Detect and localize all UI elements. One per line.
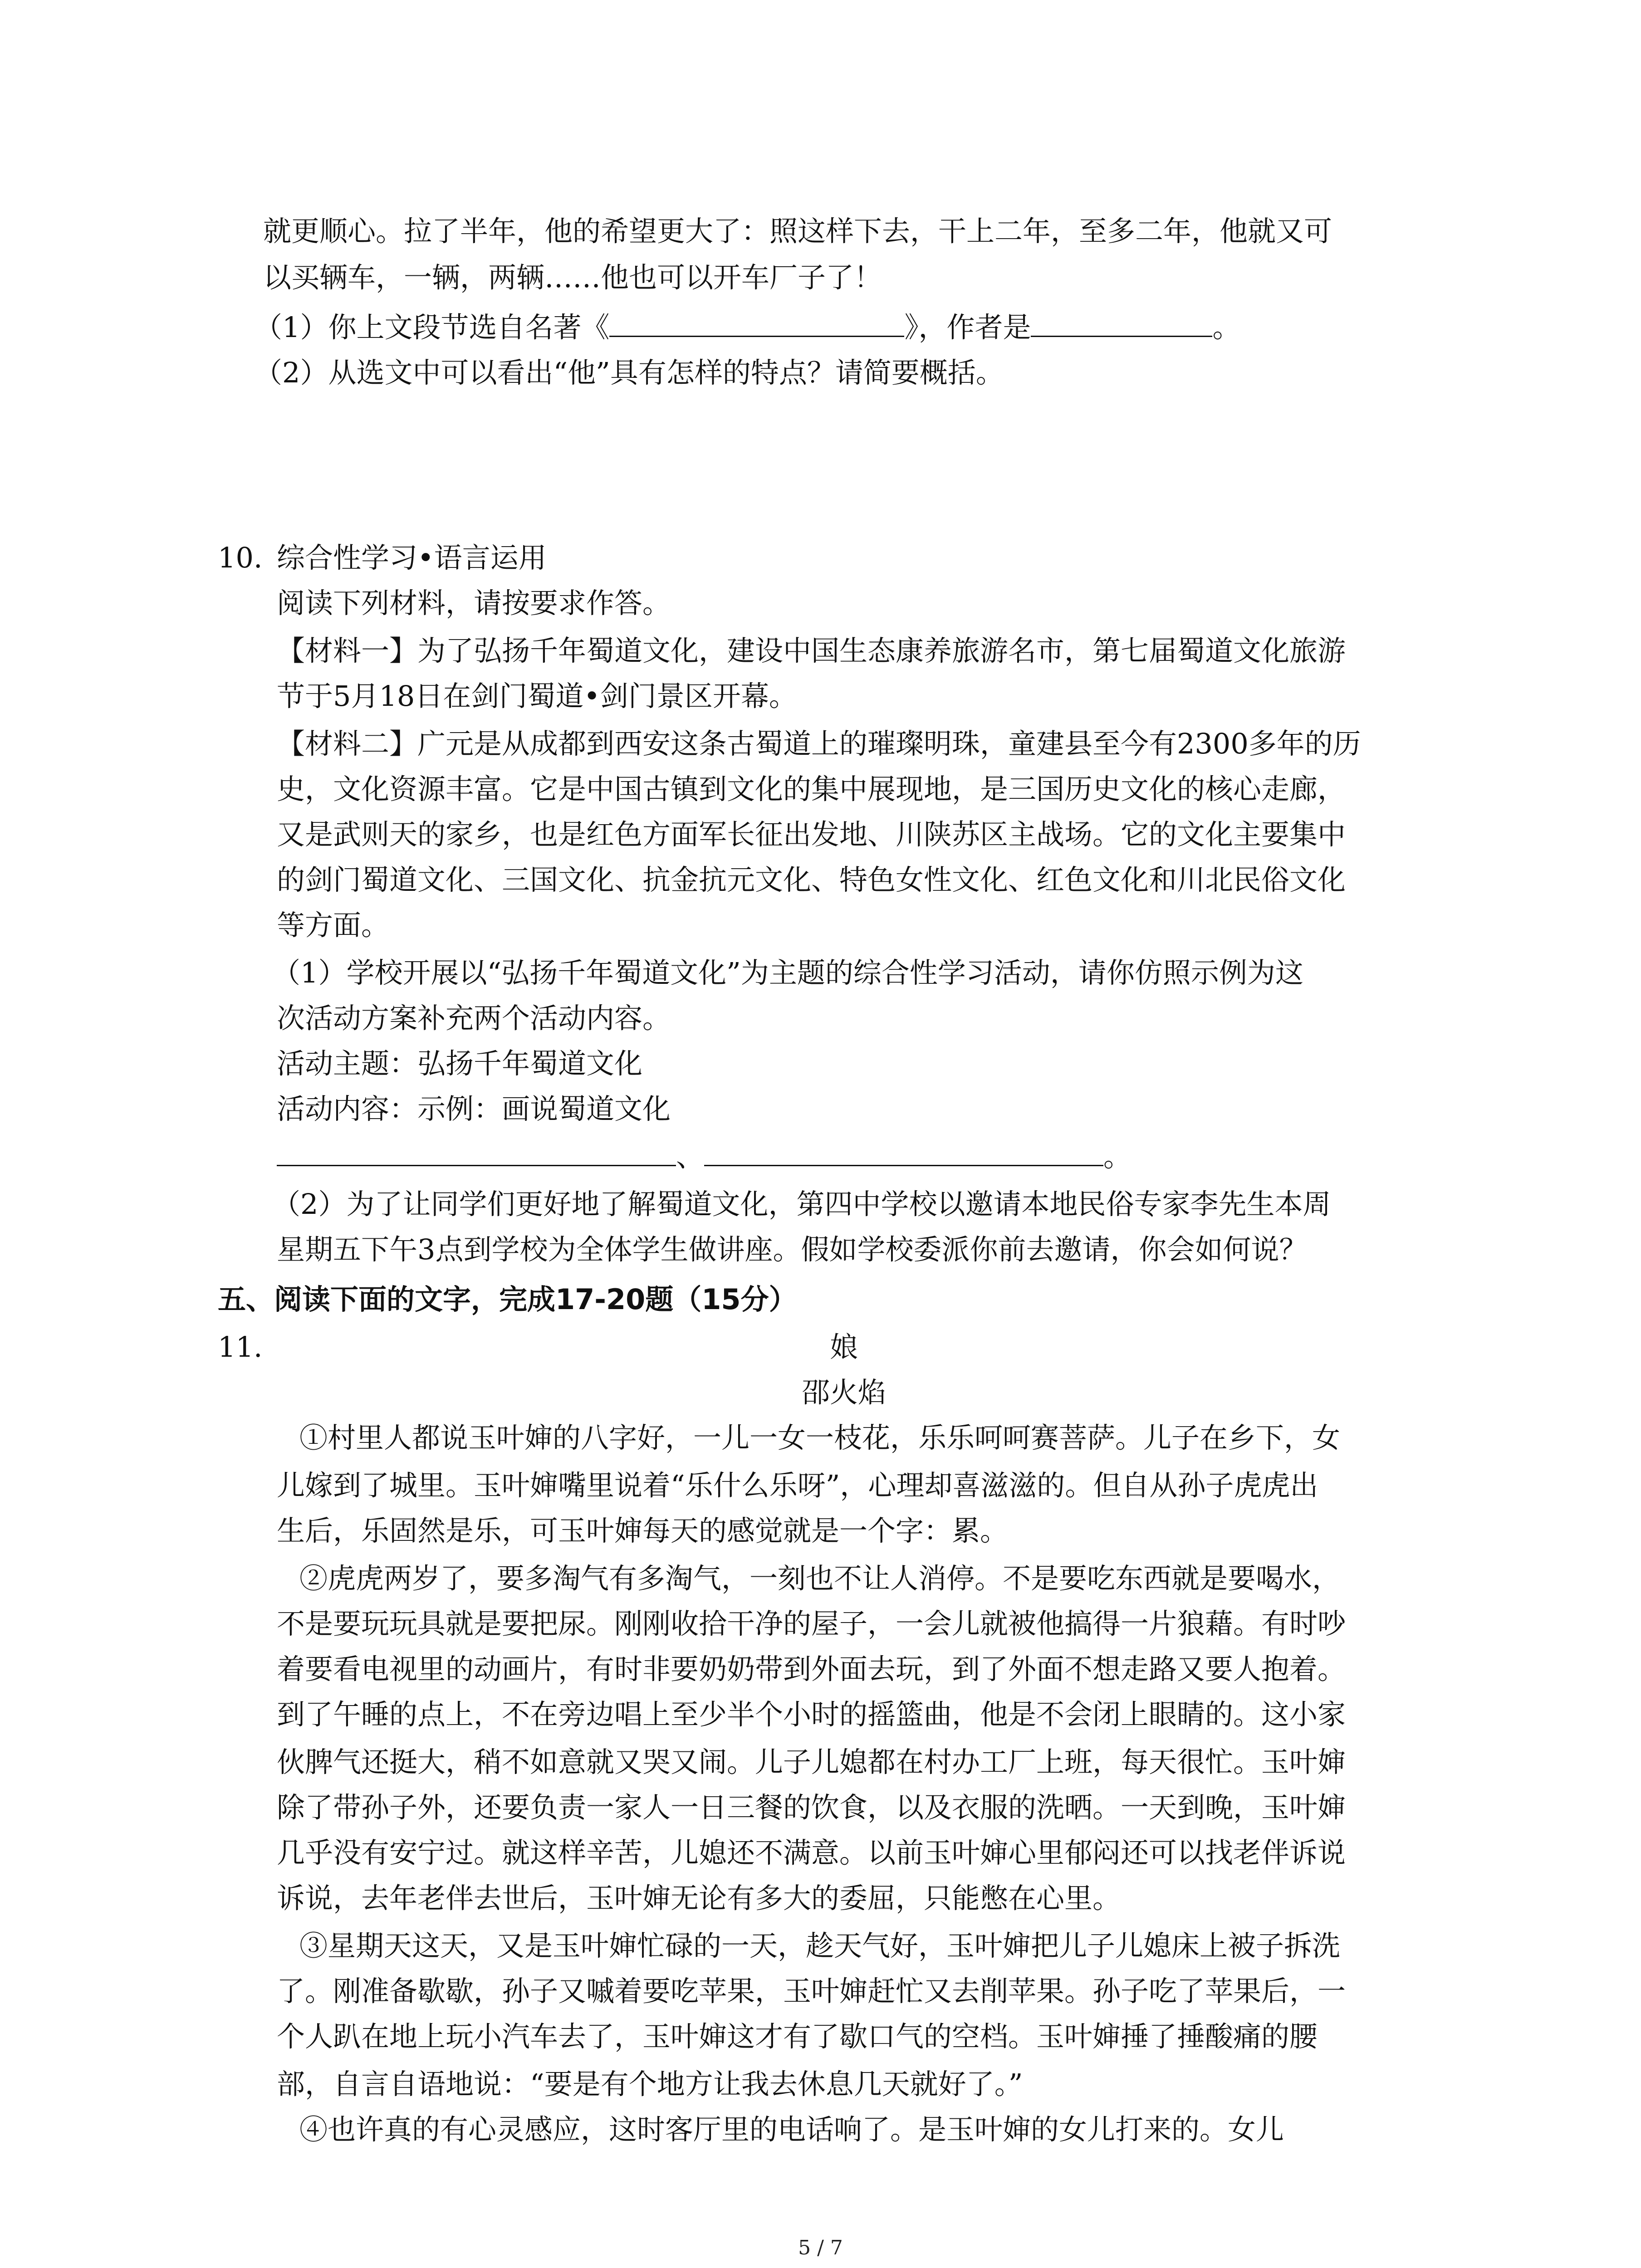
q10-title: 综合性学习•语言运用 xyxy=(277,541,547,574)
q9-sub1: （1）你上文段节选自名著《 》，作者是 。 xyxy=(254,305,1240,350)
story-line: 到了午睡的点上，不在旁边唱上至少半个小时的摇篮曲，他是不会闭上眼睛的。这小家 xyxy=(277,1698,1346,1731)
material-line: 又是武则天的家乡，也是红色方面军长征出发地、川陕苏区主战场。它的文化主要集中 xyxy=(277,818,1346,851)
title-answer-blank[interactable] xyxy=(609,308,904,337)
story-line: 伙脾气还挺大，稍不如意就又哭又闹。儿子儿媳都在村办工厂上班，每天很忙。玉叶婶 xyxy=(277,1745,1346,1779)
story-line: 除了带孙子外，还要负责一家人一日三餐的饮食，以及衣服的洗晒。一天到晚，玉叶婶 xyxy=(277,1791,1346,1824)
material-line: 史，文化资源丰富。它是中国古镇到文化的集中展现地，是三国历史文化的核心走廊， xyxy=(277,772,1346,806)
story-line: ①村里人都说玉叶婶的八字好，一儿一女一枝花，乐乐呵呵赛菩萨。儿子在乡下，女 xyxy=(299,1421,1341,1454)
material-line: 等方面。 xyxy=(277,909,390,942)
material-line: 的剑门蜀道文化、三国文化、抗金抗元文化、特色女性文化、红色文化和川北民俗文化 xyxy=(277,863,1346,896)
q9-sub2: （2）从选文中可以看出“他”具有怎样的特点？请简要概括。 xyxy=(254,356,1004,389)
story-title: 娘 xyxy=(829,1330,858,1364)
q10-instruction: 阅读下列材料，请按要求作答。 xyxy=(277,587,671,620)
story-author: 邵火焰 xyxy=(801,1376,886,1409)
story-line: ④也许真的有心灵感应，这时客厅里的电话响了。是玉叶婶的女儿打来的。女儿 xyxy=(299,2113,1284,2146)
activity-answer-blank-1[interactable] xyxy=(277,1137,676,1166)
activity-answer-blank-2[interactable] xyxy=(704,1137,1103,1166)
story-line: ③星期天这天，又是玉叶婶忙碌的一天，趁天气好，玉叶婶把儿子儿媳床上被子拆洗 xyxy=(299,1929,1341,1962)
q11-number: 11. xyxy=(218,1330,263,1364)
passage-line: 以买辆车，一辆，两辆……他也可以开车厂子了！ xyxy=(263,261,882,294)
q10-sub1-line: （1）学校开展以“弘扬千年蜀道文化”为主题的综合性学习活动，请你仿照示例为这 xyxy=(272,956,1303,989)
story-line: 生后，乐固然是乐，可玉叶婶每天的感觉就是一个字：累。 xyxy=(277,1514,1009,1547)
story-line: 部，自言自语地说：“要是有个地方让我去休息几天就好了。” xyxy=(277,2068,1023,2101)
section-heading: 五、阅读下面的文字，完成17-20题（15分） xyxy=(218,1283,797,1316)
q10-sub2-line: 星期五下午3点到学校为全体学生做讲座。假如学校委派你前去邀请，你会如何说？ xyxy=(277,1233,1308,1266)
story-line: 个人趴在地上玩小汽车去了，玉叶婶这才有了歇口气的空档。玉叶婶捶了捶酸痛的腰 xyxy=(277,2020,1318,2053)
material-line: 【材料一】为了弘扬千年蜀道文化，建设中国生态康养旅游名市，第七届蜀道文化旅游 xyxy=(277,634,1346,667)
q10-sub1-line: 次活动方案补充两个活动内容。 xyxy=(277,1002,671,1035)
material-line: 【材料二】广元是从成都到西安这条古蜀道上的璀璨明珠，童建县至今有2300多年的历 xyxy=(277,727,1361,760)
story-line: 儿嫁到了城里。玉叶婶嘴里说着“乐什么乐呀”，心理却喜滋滋的。但自从孙子虎虎出 xyxy=(277,1469,1318,1502)
activity-content: 活动内容：示例：画说蜀道文化 xyxy=(277,1092,671,1125)
author-answer-blank[interactable] xyxy=(1031,308,1212,337)
activity-blanks: 、 。 xyxy=(277,1134,1132,1179)
material-line: 节于5月18日在剑门蜀道•剑门景区开幕。 xyxy=(277,679,797,713)
story-line: 着要看电视里的动画片，有时非要奶奶带到外面去玩，到了外面不想走路又要人抱着。 xyxy=(277,1652,1346,1686)
story-line: 几乎没有安宁过。就这样辛苦，儿媳还不满意。以前玉叶婶心里郁闷还可以找老伴诉说 xyxy=(277,1836,1346,1869)
story-line: 诉说，去年老伴去世后，玉叶婶无论有多大的委屈，只能憋在心里。 xyxy=(277,1882,1121,1915)
page-number: 5 / 7 xyxy=(798,2236,843,2259)
story-line: ②虎虎两岁了，要多淘气有多淘气，一刻也不让人消停。不是要吃东西就是要喝水， xyxy=(299,1562,1341,1595)
q10-number: 10. xyxy=(218,541,263,574)
story-line: 不是要玩玩具就是要把尿。刚刚收拾干净的屋子，一会儿就被他搞得一片狼藉。有时吵 xyxy=(277,1607,1346,1640)
story-line: 了。刚准备歇歇，孙子又嘁着要吃苹果，玉叶婶赶忙又去削苹果。孙子吃了苹果后，一 xyxy=(277,1975,1346,2008)
activity-theme: 活动主题：弘扬千年蜀道文化 xyxy=(277,1047,643,1080)
q10-sub2-line: （2）为了让同学们更好地了解蜀道文化，第四中学校以邀请本地民俗专家李先生本周 xyxy=(272,1188,1331,1221)
passage-line: 就更顺心。拉了半年，他的希望更大了：照这样下去，干上二年，至多二年，他就又可 xyxy=(263,215,1332,248)
